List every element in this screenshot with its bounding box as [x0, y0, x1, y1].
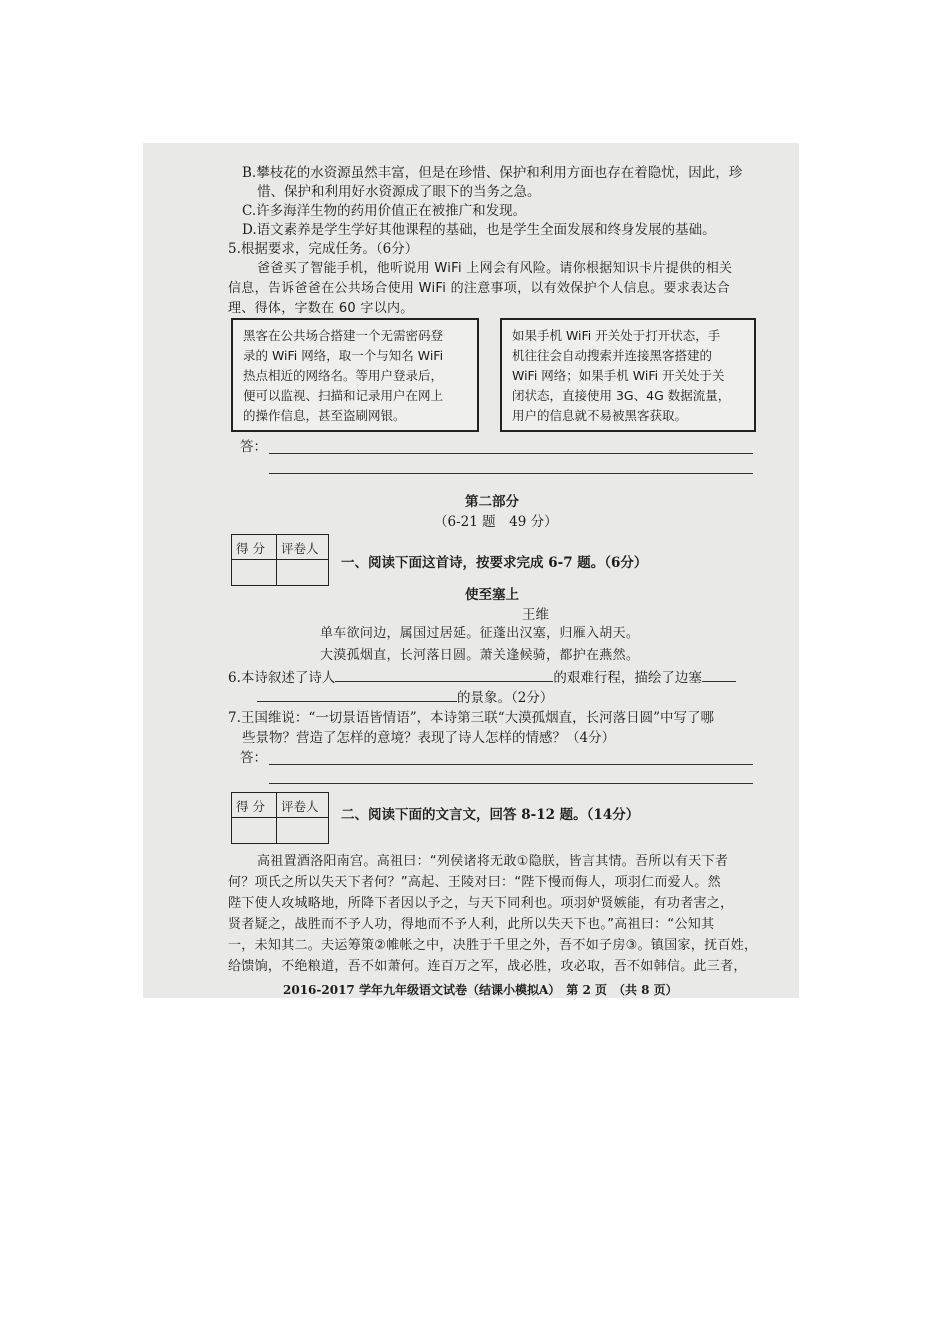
passage-line-1: 高祖置酒洛阳南宫。高祖曰：“列侯诸将无敢①隐朕，皆言其情。吾所以有天下者 [257, 854, 729, 869]
question-6 [228, 668, 736, 687]
card2-line: 机往往会自动搜索并连接黑客搭建的 [512, 348, 713, 363]
card1-line: 录的 WiFi 网络，取一个与知名 WiFi [243, 348, 444, 363]
grader-label: 评卷人 [281, 541, 319, 556]
grader-label: 评卷人 [281, 799, 319, 814]
knowledge-card-1 [231, 318, 479, 432]
passage-line-5: 一，未知其二。夫运筹策②帷帐之中，决胜于千里之外，吾不如子房③。镇国家，抚百姓， [228, 938, 758, 953]
page-footer: 2016-2017 学年九年级语文试卷（结课小模拟A） 第 2 页 （共 8 页） [283, 983, 678, 997]
score-label: 得 分 [236, 541, 265, 556]
card1-line: 热点相近的网络名。等用户登录后， [243, 368, 444, 383]
q6-part1: 6.本诗叙述了诗人 [228, 670, 336, 686]
question-5-title: 5.根据要求，完成任务。（6分） [228, 241, 419, 257]
scanned-exam-page [143, 143, 799, 998]
passage-line-6: 给馈饷，不绝粮道，吾不如萧何。连百万之军，战必胜，攻必取，吾不如韩信。此三者， [228, 959, 747, 974]
question-7-line1: 7.王国维说：“一切景语皆情语”，本诗第三联“大漠孤烟直，长河落日圆”中写了哪 [228, 710, 714, 726]
q6-part2: 的艰难行程，描绘了边塞 [553, 670, 702, 686]
part-2-subtitle: （6-21 题 49 分） [434, 514, 558, 530]
question-5-answer-label: 答： [240, 439, 267, 455]
q6-blank-2-cont[interactable] [257, 688, 457, 702]
poem-line-2: 大漠孤烟直，长河落日圆。萧关逢候骑，都护在燕然。 [320, 648, 640, 663]
passage-line-2: 何？项氏之所以失天下者何？”高起、王陵对曰：“陛下慢而侮人，项羽仁而爱人。然 [228, 875, 721, 890]
score-box [231, 792, 329, 844]
section-2-heading: 二、阅读下面的文言文，回答 8-12 题。（14分） [341, 807, 640, 823]
passage-line-3: 陛下使人攻城略地，所降下者因以予之，与天下同利也。项羽妒贤嫉能，有功者害之， [228, 896, 734, 911]
question-5-prompt-line1: 爸爸买了智能手机，他听说用 WiFi 上网会有风险。请你根据知识卡片提供的相关 [257, 261, 733, 276]
question-6-cont [257, 688, 553, 707]
question-7-line2: 些景物？营造了怎样的意境？表现了诗人怎样的情感？（4分） [242, 730, 616, 746]
card1-line: 黑客在公共场合搭建一个无需密码登 [243, 328, 444, 343]
knowledge-card-2 [500, 318, 756, 432]
section-1-heading: 一、阅读下面这首诗，按要求完成 6-7 题。（6分） [341, 555, 648, 571]
score-box [231, 534, 329, 586]
option-b-line2: 惜、保护和利用好水资源成了眼下的当务之急。 [257, 184, 541, 200]
answer-line[interactable] [269, 783, 753, 784]
option-b-line1: B.攀枝花的水资源虽然丰富，但是在珍惜、保护和利用方面也存在着隐忧，因此，珍 [242, 165, 743, 181]
option-d: D.语文素养是学生学好其他课程的基础，也是学生全面发展和终身发展的基础。 [242, 222, 716, 238]
poem-line-1: 单车欲问边，属国过居延。征蓬出汉塞，归雁入胡天。 [320, 626, 640, 641]
part-2-title: 第二部分 [465, 494, 519, 510]
answer-line[interactable] [269, 764, 753, 765]
card1-line: 的操作信息，甚至盗刷网银。 [243, 408, 406, 423]
q6-part3: 的景象。（2分） [457, 690, 554, 706]
card2-line: 用户的信息就不易被黑客获取。 [512, 408, 688, 423]
option-c: C.许多海洋生物的药用价值正在被推广和发现。 [242, 203, 527, 219]
question-5-prompt-line2: 信息，告诉爸爸在公共场合使用 WiFi 的注意事项，以有效保护个人信息。要求表达合 [228, 281, 730, 296]
answer-line[interactable] [269, 453, 753, 454]
poem-author: 王维 [522, 607, 549, 623]
card2-line: 如果手机 WiFi 开关处于打开状态，手 [512, 328, 721, 343]
card2-line: WiFi 网络；如果手机 WiFi 开关处于关 [512, 368, 725, 383]
poem-title: 使至塞上 [465, 587, 519, 603]
answer-line[interactable] [269, 473, 753, 474]
passage-line-4: 贤者疑之，战胜而不予人功，得地而不予人利，此所以失天下也。”高祖曰：“公知其 [228, 917, 715, 932]
card1-line: 便可以监视、扫描和记录用户在网上 [243, 388, 444, 403]
q6-blank-2[interactable] [702, 668, 736, 682]
question-7-answer-label: 答： [240, 750, 267, 766]
score-label: 得 分 [236, 799, 265, 814]
q6-blank-1[interactable] [335, 668, 553, 682]
card2-line: 闭状态，直接使用 3G、4G 数据流量， [512, 388, 731, 403]
question-5-prompt-line3: 理、得体，字数在 60 字以内。 [228, 301, 414, 316]
